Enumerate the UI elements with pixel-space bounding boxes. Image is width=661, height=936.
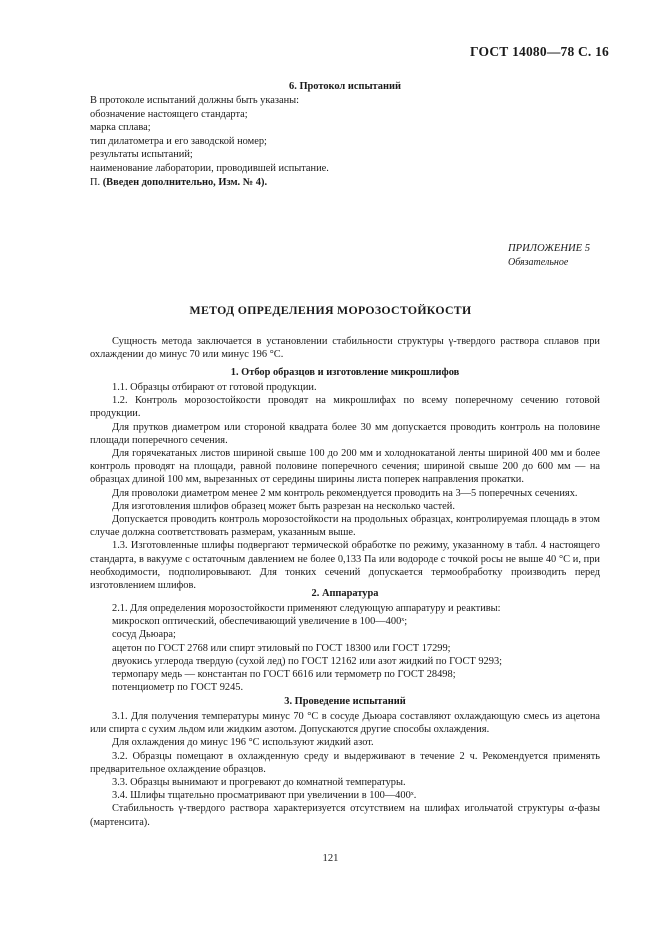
paragraph: 1.3. Изготовленные шлифы подвергают термической обработке по режиму, указанному в табл. 4 настоящего стандарта, в вакууме с остаточным давлением не более 0,133 Па или водороде с точкой росы не выше 40 °С и, при необходимости, подполировывают. Для тонких сечений допускается термообработку производить перед изготовлением шлифов.: [90, 540, 600, 592]
section-3-body: [90, 710, 600, 829]
equipment-item: потенциометр по ГОСТ 9245.: [112, 682, 244, 694]
protocol-item: марка сплава;: [90, 122, 151, 134]
equipment-item: микроскоп оптический, обеспечивающий увеличение в 100—400ˣ;: [112, 616, 408, 628]
standard-header: ГОСТ 14080—78 С. 16: [470, 44, 609, 59]
protocol-intro: В протоколе испытаний должны быть указаны:: [90, 95, 300, 106]
amendment-note: [90, 176, 600, 190]
equipment-item: сосуд Дьюара;: [112, 629, 176, 641]
paragraph: Для проволоки диаметром менее 2 мм контроль рекомендуется проводить на 3—5 поперечных сечениях.: [112, 487, 578, 499]
paragraph: Для прутков диаметром или стороной квадрата более 30 мм допускается проводить контроль на половине площади поперечного сечения.: [90, 421, 600, 446]
section-1-body: [90, 381, 600, 592]
appendix-label: ПРИЛОЖЕНИЕ 5: [508, 243, 591, 254]
equipment-item: двуокись углерода твердую (сухой лед) по ГОСТ 12162 или азот жидкий по ГОСТ 9293;: [112, 655, 503, 667]
paragraph: Для изготовления шлифов образец может быть разрезан на несколько частей.: [112, 500, 455, 512]
paragraph: Для охлаждения до минус 196 °С используют жидкий азот.: [112, 737, 374, 749]
amendment-text: (Введен дополнительно, Изм. № 4).: [102, 176, 268, 188]
equipment-item: ацетон по ГОСТ 2768 или спирт этиловый по ГОСТ 18300 или ГОСТ 17299;: [112, 642, 451, 654]
method-essence: Сущность метода заключается в установлении стабильности структуры γ-твердого раствора сплавов при охлаждении до минус 70 или минус 196 °С.: [90, 336, 600, 361]
paragraph: Для горячекатаных листов шириной свыше 100 до 200 мм и холоднокатаной ленты шириной 400 мм и более контроль проводят на площади, равной половине поперечного сечения; шириной свыше 200 до 600 мм — на образцах длиной 100 мм, вырезанных от середины ширины листа поперек направления прокатки.: [90, 448, 600, 486]
paragraph: Стабильность γ-твердого раствора характеризуется отсутствием на шлифах игольчатой структуры α-фазы (мартенсита).: [90, 803, 600, 828]
protocol-item: наименование лаборатории, проводившей испытание.: [90, 162, 329, 174]
paragraph: 3.3. Образцы вынимают и прогревают до комнатной температуры.: [112, 777, 406, 789]
section-3-heading: 3. Проведение испытаний: [284, 696, 406, 707]
section-2-body: [90, 602, 600, 694]
paragraph: 1.2. Контроль морозостойкости проводят на микрошлифах по всему поперечному сечению готовой продукции.: [90, 395, 600, 420]
protocol-item: обозначение настоящего стандарта;: [90, 108, 248, 120]
section-1: [90, 366, 600, 379]
page-number: 121: [322, 853, 339, 864]
paragraph: 1.1. Образцы отбирают от готовой продукции.: [112, 382, 317, 393]
protocol-list: [90, 94, 600, 189]
section-2-intro: 2.1. Для определения морозостойкости применяют следующую аппаратуру и реактивы:: [112, 603, 501, 614]
paragraph: 3.4. Шлифы тщательно просматривают при увеличении в 100—400ˣ.: [112, 790, 417, 802]
equipment-item: термопару медь — константан по ГОСТ 6616 или термометр по ГОСТ 28498;: [112, 669, 456, 681]
protocol-item: тип дилатометра и его заводской номер;: [90, 135, 267, 147]
protocol-heading: 6. Протокол испытаний: [289, 81, 401, 92]
section-3: [90, 695, 600, 708]
paragraph: 3.1. Для получения температуры минус 70 °С в сосуде Дьюара составляют охлаждающую смесь из ацетона или спирта с сухим льдом или жидким азотом. Допускаются другие способы охлаждения.: [90, 711, 600, 736]
protocol-section: [90, 80, 600, 93]
paragraph: 3.2. Образцы помещают в охлажденную среду и выдерживают в течение 2 ч. Рекомендуется применять предварительное охлаждение образцов.: [90, 750, 600, 775]
protocol-item: результаты испытаний;: [90, 149, 193, 161]
amendment-prefix: П.: [90, 176, 101, 188]
paragraph: Допускается проводить контроль морозостойкости на продольных образцах, контролируемая площадь в этом случае должна соответствовать размерам, указанным выше.: [90, 514, 600, 539]
section-2: [90, 587, 600, 600]
section-1-heading: 1. Отбор образцов и изготовление микрошлифов: [230, 367, 460, 378]
section-2-heading: 2. Аппаратура: [311, 588, 379, 599]
method-title: МЕТОД ОПРЕДЕЛЕНИЯ МОРОЗОСТОЙКОСТИ: [189, 303, 472, 317]
appendix-status: Обязательное: [508, 257, 569, 268]
